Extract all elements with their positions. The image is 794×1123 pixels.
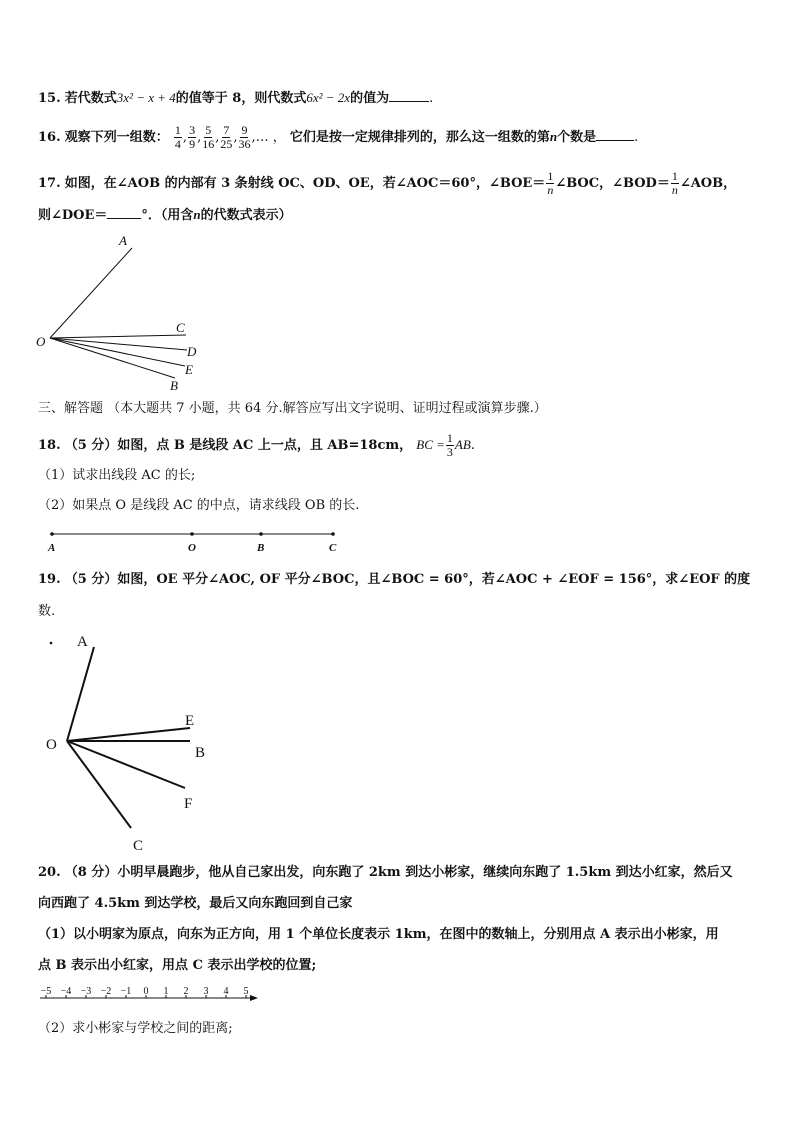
tick-label: −4	[60, 986, 72, 997]
label-o: O	[46, 737, 57, 753]
variable-n: n	[193, 207, 201, 222]
question-18-sub2: （2）如果点 O 是线段 AC 的中点，请求线段 OB 的长.	[38, 498, 360, 513]
question-text: （5 分）如图，点 B 是线段 AC 上一点，且 AB=18cm，	[64, 438, 413, 453]
label-o: O	[36, 334, 46, 349]
ellipsis: ,… ，	[251, 130, 286, 145]
question-text: 则∠DOE＝	[38, 208, 108, 223]
question-number: 20.	[38, 865, 61, 880]
question-20-sub1-line1: （1）以小明家为原点，向东为正方向，用 1 个单位长度表示 1km，在图中的数轴上，分别用点 A 表示出小彬家，用	[38, 927, 719, 942]
label-o: O	[188, 542, 196, 554]
point-c	[331, 532, 335, 536]
answer-blank[interactable]	[389, 89, 429, 102]
tick-label: 5	[243, 986, 249, 997]
question-17-line1	[38, 170, 736, 197]
question-text: 它们是按一定规律排列的，那么这一组数的第	[289, 130, 550, 145]
fraction: $\frac{1}{n}$	[671, 169, 678, 197]
math-expression: AB	[454, 437, 471, 452]
section-3-title: 三、解答题 （本大题共 7 小题，共 64 分.解答应写出文字说明、证明过程或演算步骤.）	[38, 401, 547, 416]
ray-ob	[50, 338, 175, 378]
answer-blank[interactable]	[107, 206, 141, 219]
ray-oc	[50, 335, 186, 338]
point-a	[50, 532, 54, 536]
label-c: C	[133, 838, 144, 854]
point-b	[259, 532, 263, 536]
question-text: ∠BOC，∠BOD＝	[555, 176, 670, 191]
question-20-line1	[38, 864, 733, 882]
question-19-line2: 数.	[38, 604, 56, 619]
question-17-line2	[38, 206, 292, 225]
label-e: E	[185, 713, 195, 729]
math-expression: 6x² − 2x	[306, 90, 351, 105]
figure-18-segment	[40, 524, 350, 556]
ray-oe	[50, 338, 185, 366]
period: .	[429, 91, 434, 106]
question-text: 的代数式表示）	[200, 208, 292, 223]
number-line	[36, 985, 266, 1009]
label-b: B	[170, 378, 178, 392]
period: .	[470, 438, 475, 453]
fraction: $\frac{9}{36}$	[238, 123, 251, 151]
question-15	[38, 89, 433, 108]
tick-label: −2	[100, 986, 112, 997]
question-text: （5 分）如图，OE 平分∠AOC, OF 平分∠BOC，且∠BOC = 60°，若∠AOC + ∠EOF = 156°，求∠EOF 的度	[64, 572, 751, 587]
question-text: 的值等于 8，则代数式	[175, 91, 307, 106]
question-text: 若代数式	[64, 91, 117, 106]
tick-label: −3	[80, 986, 92, 997]
axis-arrow-icon	[250, 995, 258, 1001]
question-number: 15.	[38, 91, 61, 106]
question-number: 17.	[38, 176, 61, 191]
ray-oe	[67, 728, 190, 741]
question-20-sub2: （2）求小彬家与学校之间的距离;	[38, 1021, 233, 1036]
period: .	[634, 130, 639, 145]
fraction: $\frac{5}{16}$	[202, 123, 215, 151]
fraction: $\frac{7}{25}$	[220, 123, 233, 151]
question-number: 19.	[38, 572, 61, 587]
tick-label: 0	[143, 986, 149, 997]
label-b: B	[257, 542, 265, 554]
question-text: 的值为	[350, 91, 390, 106]
fraction: $\frac{1}{n}$	[547, 169, 554, 197]
tick-label: −5	[40, 986, 52, 997]
label-a: A	[119, 233, 127, 248]
label-d: D	[187, 344, 197, 359]
tick-label: 1	[163, 986, 169, 997]
question-20-line2: 向西跑了 4.5km 到达学校，最后又向东跑回到自己家	[38, 896, 353, 911]
answer-blank[interactable]	[596, 128, 634, 141]
fraction: $\frac{3}{9}$	[189, 123, 196, 151]
tick-label: 3	[203, 986, 209, 997]
label-a: A	[48, 542, 56, 554]
ray-oa	[50, 248, 132, 338]
variable-n: n	[549, 129, 558, 144]
ray-od	[50, 338, 187, 350]
question-18	[38, 432, 475, 459]
question-16: 16. 观察下列一组数： $\frac{1}{4}$ , $\frac{3}{9}$ , $\frac{5}{16}$ , $\frac{7}{25}$ , $\frac{9}{36}$ ,… ， 它们是按一定规律排列的，那么这一组数的第n个数是 .	[38, 123, 639, 151]
label-b: B	[195, 745, 206, 761]
label-e: E	[185, 362, 193, 377]
question-19	[38, 571, 750, 589]
ray-oa	[67, 647, 94, 741]
fraction: $\frac{1}{3}$	[446, 431, 453, 459]
question-text: 观察下列一组数：	[64, 130, 169, 145]
question-20-sub1-line2: 点 B 表示出小红家，用点 C 表示出学校的位置;	[38, 958, 317, 973]
question-text: 如图，在∠AOB 的内部有 3 条射线 OC、OD、OE，若∠AOC＝60°，∠BOE＝	[64, 176, 546, 191]
question-text: 个数是	[557, 130, 597, 145]
tick-label: −1	[120, 986, 132, 997]
figure-17-rays	[30, 232, 210, 392]
question-text: °．（用含	[141, 208, 194, 223]
tick-label: 2	[183, 986, 189, 997]
math-expression: 3x² − x + 4	[116, 90, 176, 105]
question-text: ∠AOB，	[679, 176, 737, 191]
question-number: 16.	[38, 130, 61, 145]
question-text: （8 分）小明早晨跑步，他从自己家出发，向东跑了 2km 到达小彬家，继续向东跑了 1.5km 到达小红家，然后又	[64, 865, 733, 880]
figure-19-rays	[40, 628, 220, 856]
label-c: C	[176, 320, 185, 335]
label-f: F	[184, 796, 193, 812]
label-c: C	[329, 542, 337, 554]
fraction: $\frac{1}{4}$	[174, 123, 181, 151]
question-number: 18.	[38, 438, 61, 453]
label-a: A	[77, 634, 88, 650]
tick-label: 4	[223, 986, 229, 997]
question-18-sub1: （1）试求出线段 AC 的长;	[38, 468, 196, 483]
point-o	[190, 532, 194, 536]
math-expression: BC =	[416, 437, 445, 452]
dot-mark	[50, 642, 53, 645]
